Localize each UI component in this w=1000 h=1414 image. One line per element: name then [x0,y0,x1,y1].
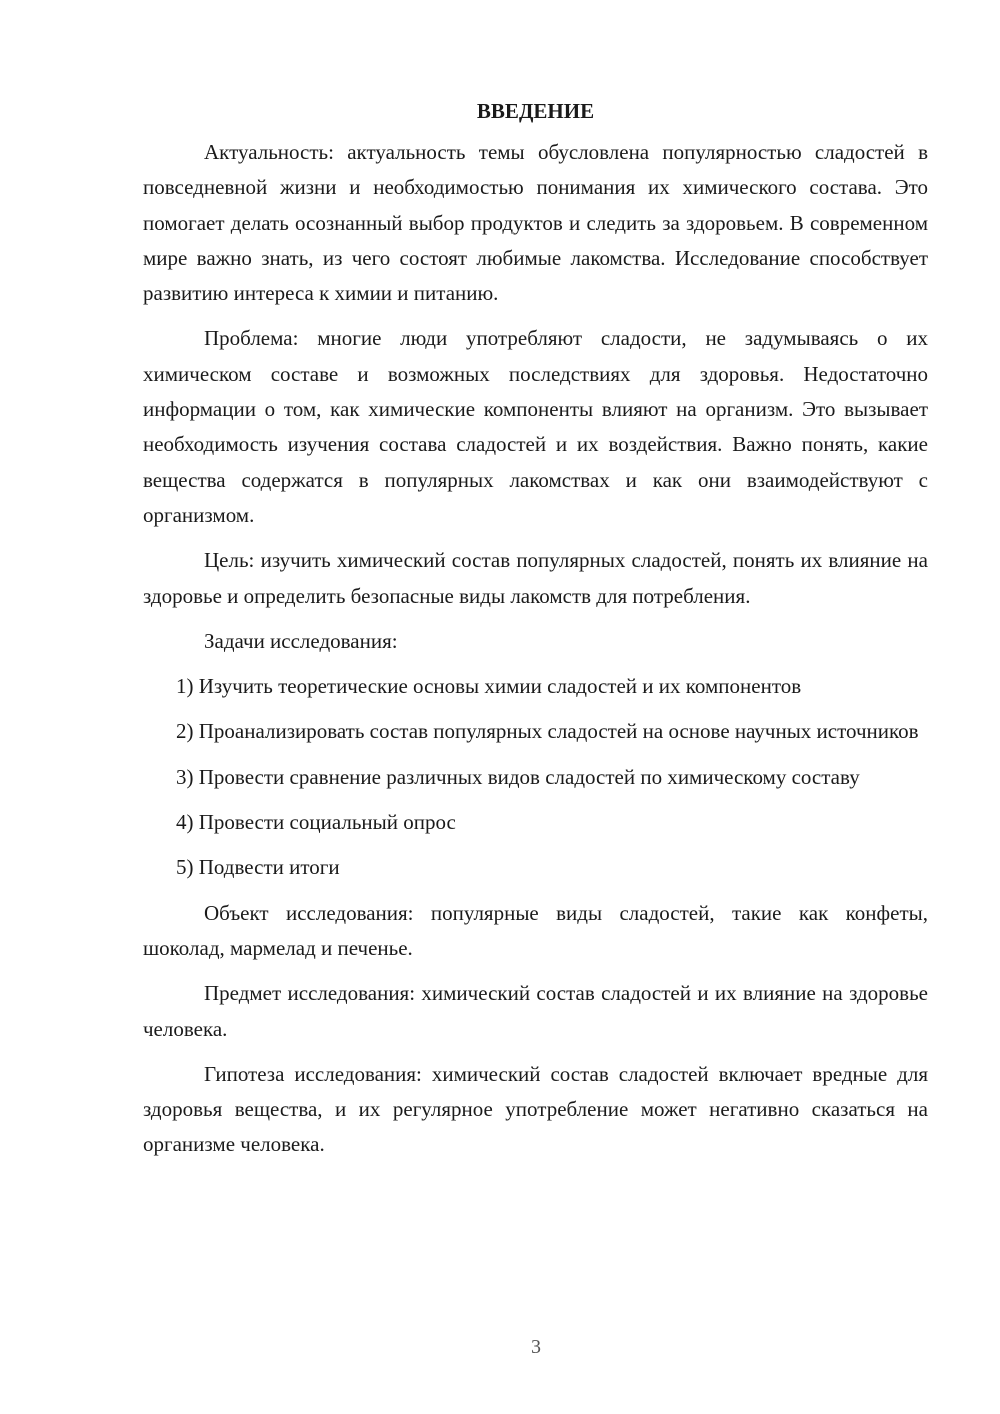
task-item-1: 1) Изучить теоретические основы химии сладостей и их компонентов [176,674,802,699]
paragraph-tasks-heading: Задачи исследования: [204,628,398,653]
document-body [143,94,928,1173]
paragraph-relevance: Актуальность: актуальность темы обусловлена популярностью сладостей в повседневной жизни и необходимостью понимания их химического состава. Это помогает делать осознанный выбор продуктов и следить за здоровьем. В современном мире важно знать, из чего состоят любимые лакомства. Исследование способствует развитию интереса к химии и питанию. [143,140,928,306]
task-item-4: 4) Провести социальный опрос [176,810,456,835]
task-item-3: 3) Провести сравнение различных видов сладостей по химическому составу [176,764,860,789]
paragraph-hypothesis: Гипотеза исследования: химический состав сладостей включает вредные для здоровья вещества, и их регулярное употребление может негативно сказаться на организме человека. [143,1061,928,1157]
paragraph-subject: Предмет исследования: химический состав сладостей и их влияние на здоровье человека. [143,981,928,1041]
paragraph-problem: Проблема: многие люди употребляют сладости, не задумываясь о их химическом составе и возможных последствиях для здоровья. Недостаточно информации о том, как химические компоненты влияют на организм. Это вызывает необходимость изучения состава сладостей и их воздействия. Важно понять, какие вещества содержатся в популярных лакомствах и как они взаимодействуют с организмом. [143,326,928,527]
page-number: 3 [531,1336,541,1358]
paragraph-object: Объект исследования: популярные виды сладостей, такие как конфеты, шоколад, мармелад и печенье. [143,900,928,960]
paragraph-goal: Цель: изучить химический состав популярных сладостей, понять их влияние на здоровье и определить безопасные виды лакомств для потребления. [143,548,928,608]
task-item-5: 5) Подвести итоги [176,855,340,880]
page-title: ВВЕДЕНИЕ [476,99,595,123]
task-item-2: 2) Проанализировать состав популярных сладостей на основе научных источников [176,719,919,744]
